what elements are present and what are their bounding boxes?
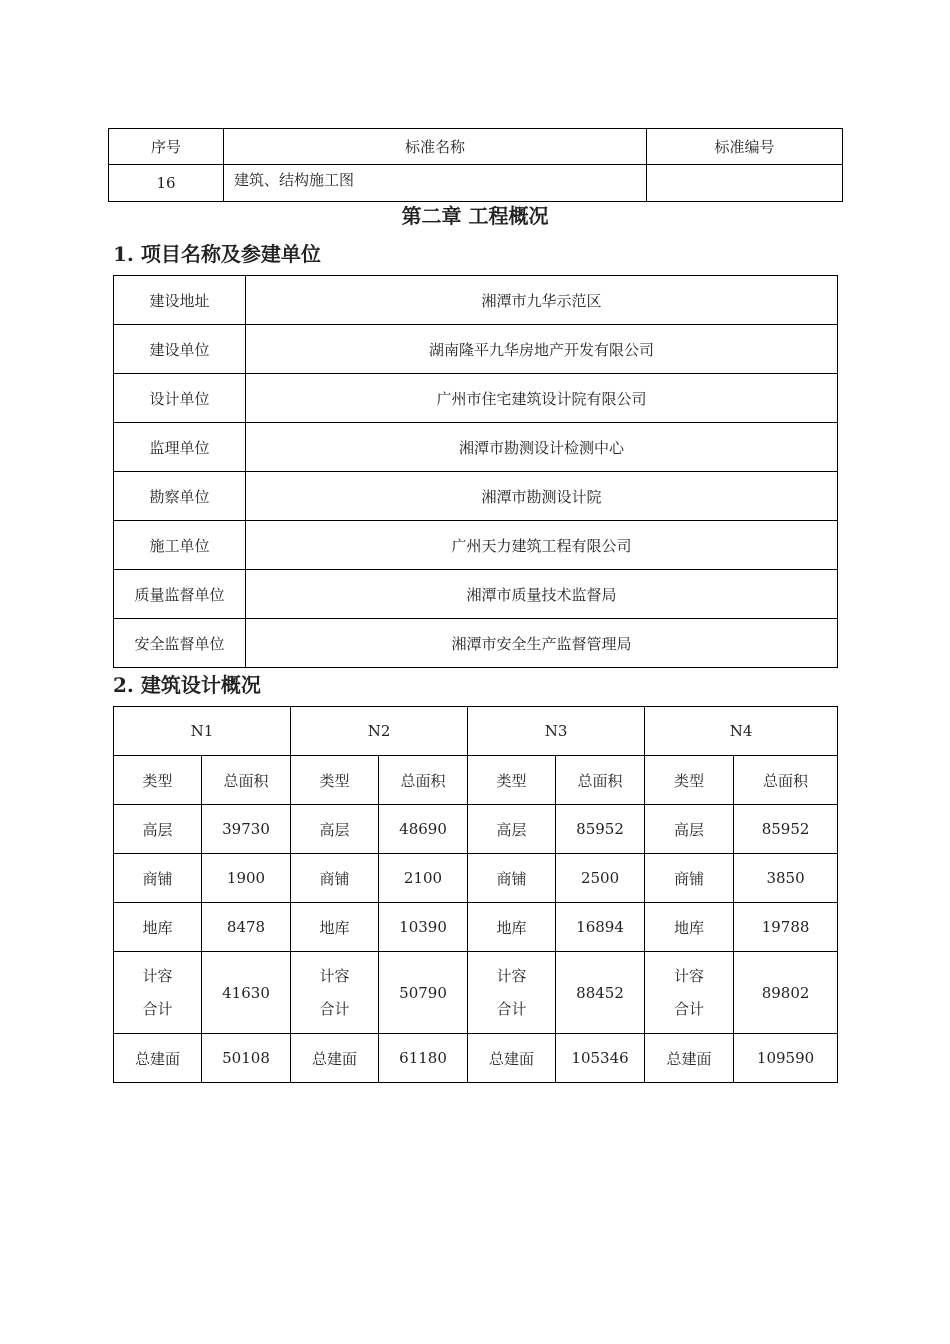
type-cell: 地库 bbox=[291, 903, 379, 952]
type-label-line2: 合计 bbox=[142, 999, 173, 1018]
value-cell: 广州市住宅建筑设计院有限公司 bbox=[246, 374, 838, 423]
type-label-line1: 计容 bbox=[674, 966, 705, 985]
type-cell: 地库 bbox=[468, 903, 556, 952]
type-label-line1: 计容 bbox=[319, 966, 350, 985]
table-row bbox=[114, 521, 838, 570]
value-cell: 湘潭市质量技术监督局 bbox=[246, 570, 838, 619]
area-cell: 2500 bbox=[556, 854, 645, 903]
col-area-header: 总面积 bbox=[556, 756, 645, 805]
col-type-header: 类型 bbox=[468, 756, 556, 805]
table-row bbox=[114, 276, 838, 325]
type-label-line2: 合计 bbox=[496, 999, 527, 1018]
table-row bbox=[114, 619, 838, 668]
table-row bbox=[114, 854, 838, 903]
table-row bbox=[114, 1034, 838, 1083]
type-cell: 总建面 bbox=[291, 1034, 379, 1083]
table-header-row bbox=[109, 129, 843, 165]
area-cell: 109590 bbox=[734, 1034, 838, 1083]
area-cell: 48690 bbox=[379, 805, 468, 854]
type-cell: 商铺 bbox=[645, 854, 734, 903]
area-cell: 50108 bbox=[202, 1034, 291, 1083]
label-cell: 施工单位 bbox=[114, 521, 246, 570]
standards-table bbox=[108, 128, 843, 202]
type-cell: 高层 bbox=[645, 805, 734, 854]
type-cell: 商铺 bbox=[468, 854, 556, 903]
label-cell: 设计单位 bbox=[114, 374, 246, 423]
value-cell: 湘潭市勘测设计检测中心 bbox=[246, 423, 838, 472]
area-cell: 88452 bbox=[556, 952, 645, 1034]
chapter-title: 第二章 工程概况 bbox=[401, 204, 549, 228]
type-label-line1: 计容 bbox=[142, 966, 173, 985]
value-cell: 湘潭市勘测设计院 bbox=[246, 472, 838, 521]
type-cell: 地库 bbox=[645, 903, 734, 952]
type-cell: 地库 bbox=[114, 903, 202, 952]
header-serial: 序号 bbox=[109, 129, 224, 165]
area-cell: 105346 bbox=[556, 1034, 645, 1083]
value-cell: 湘潭市安全生产监督管理局 bbox=[246, 619, 838, 668]
area-cell: 1900 bbox=[202, 854, 291, 903]
group-header-row bbox=[114, 707, 838, 756]
type-cell bbox=[114, 952, 202, 1034]
building-design-table bbox=[113, 706, 838, 1083]
col-area-header: 总面积 bbox=[379, 756, 468, 805]
table-row bbox=[114, 423, 838, 472]
col-type-header: 类型 bbox=[645, 756, 734, 805]
value-cell: 广州天力建筑工程有限公司 bbox=[246, 521, 838, 570]
type-cell: 高层 bbox=[468, 805, 556, 854]
type-cell bbox=[645, 952, 734, 1034]
type-cell: 总建面 bbox=[114, 1034, 202, 1083]
cell-standard-number bbox=[647, 165, 843, 202]
area-cell: 8478 bbox=[202, 903, 291, 952]
value-cell: 湖南隆平九华房地产开发有限公司 bbox=[246, 325, 838, 374]
section-2-title: 2. 建筑设计概况 bbox=[113, 673, 261, 697]
group-header: N4 bbox=[645, 707, 838, 756]
table-row bbox=[114, 805, 838, 854]
type-cell: 高层 bbox=[114, 805, 202, 854]
label-cell: 安全监督单位 bbox=[114, 619, 246, 668]
area-cell: 39730 bbox=[202, 805, 291, 854]
table-row bbox=[114, 472, 838, 521]
type-cell bbox=[468, 952, 556, 1034]
group-header: N2 bbox=[291, 707, 468, 756]
area-cell: 85952 bbox=[556, 805, 645, 854]
label-cell: 建设地址 bbox=[114, 276, 246, 325]
col-area-header: 总面积 bbox=[202, 756, 291, 805]
cell-serial: 16 bbox=[109, 165, 224, 202]
area-cell: 2100 bbox=[379, 854, 468, 903]
header-standard-name: 标准名称 bbox=[224, 129, 647, 165]
area-cell: 85952 bbox=[734, 805, 838, 854]
table-row bbox=[114, 374, 838, 423]
table-row bbox=[109, 165, 843, 202]
table-row bbox=[114, 325, 838, 374]
col-type-header: 类型 bbox=[291, 756, 379, 805]
participants-table bbox=[113, 275, 838, 668]
area-cell: 10390 bbox=[379, 903, 468, 952]
table-row bbox=[114, 570, 838, 619]
group-header: N1 bbox=[114, 707, 291, 756]
area-cell: 41630 bbox=[202, 952, 291, 1034]
cell-standard-name: 建筑、结构施工图 bbox=[224, 165, 647, 202]
type-cell: 总建面 bbox=[468, 1034, 556, 1083]
type-label-line2: 合计 bbox=[674, 999, 705, 1018]
section-1-title: 1. 项目名称及参建单位 bbox=[113, 242, 321, 266]
area-cell: 3850 bbox=[734, 854, 838, 903]
label-cell: 监理单位 bbox=[114, 423, 246, 472]
header-standard-number: 标准编号 bbox=[647, 129, 843, 165]
area-cell: 50790 bbox=[379, 952, 468, 1034]
table-row bbox=[114, 903, 838, 952]
area-cell: 61180 bbox=[379, 1034, 468, 1083]
type-cell: 高层 bbox=[291, 805, 379, 854]
area-cell: 19788 bbox=[734, 903, 838, 952]
type-cell bbox=[291, 952, 379, 1034]
label-cell: 质量监督单位 bbox=[114, 570, 246, 619]
type-label-line1: 计容 bbox=[496, 966, 527, 985]
type-cell: 商铺 bbox=[114, 854, 202, 903]
group-header: N3 bbox=[468, 707, 645, 756]
value-cell: 湘潭市九华示范区 bbox=[246, 276, 838, 325]
col-type-header: 类型 bbox=[114, 756, 202, 805]
table-row bbox=[114, 952, 838, 1034]
type-cell: 总建面 bbox=[645, 1034, 734, 1083]
area-cell: 89802 bbox=[734, 952, 838, 1034]
column-header-row bbox=[114, 756, 838, 805]
col-area-header: 总面积 bbox=[734, 756, 838, 805]
type-label-line2: 合计 bbox=[319, 999, 350, 1018]
label-cell: 勘察单位 bbox=[114, 472, 246, 521]
label-cell: 建设单位 bbox=[114, 325, 246, 374]
type-cell: 商铺 bbox=[291, 854, 379, 903]
area-cell: 16894 bbox=[556, 903, 645, 952]
